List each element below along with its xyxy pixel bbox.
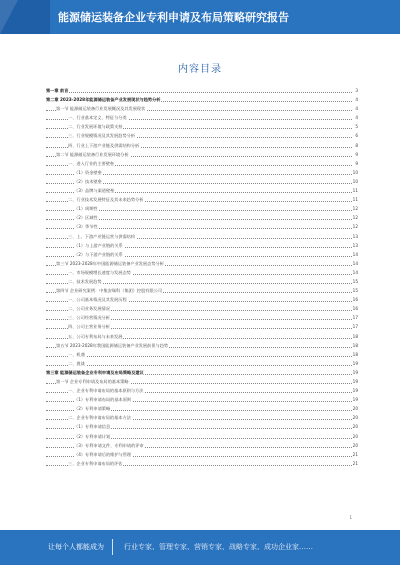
toc-entry-page: 13 [352,241,358,250]
toc-entry[interactable] [46,195,358,204]
toc-entry-page: 16 [352,295,358,304]
toc-entry-page: 9 [354,159,358,168]
toc-entry[interactable] [46,259,358,268]
toc-entry-text: （1）资金壁垒 [74,168,103,177]
toc-entry[interactable] [46,350,358,359]
toc-entry-text: 三、上、下游产业链运营与供需结构 [68,232,136,241]
toc-entry[interactable] [46,168,358,177]
toc-entry[interactable] [46,386,358,395]
table-of-contents [46,86,358,468]
toc-entry[interactable] [46,341,358,350]
toc-entry-page: 14 [352,250,358,259]
toc-entry-text: （2）专利申请策略 [74,404,111,413]
toc-entry-text: 一、企业专利申请布局的基本原则与方法 [68,386,144,395]
toc-leader-dots [46,365,352,366]
toc-entry-page: 19 [352,359,358,368]
toc-entry-text: （2）专利申请计划 [74,432,111,441]
toc-entry-text: 一、市场规模增长速度与发展态势 [68,268,132,277]
toc-entry-text: 三、公司经营情况分析 [68,313,111,322]
toc-entry-text: （4）专利申请后的维护与管理 [74,450,132,459]
toc-entry-page: 19 [352,368,358,377]
toc-entry-page: 21 [352,450,358,459]
toc-entry-page: 14 [352,259,358,268]
toc-entry[interactable] [46,459,358,468]
toc-entry-text: 第一节 能源储运装备行业发展概况及其发展现状 [56,104,146,113]
toc-entry[interactable] [46,95,358,104]
toc-entry-text: 第三节 2023-2028年中国能源储运装备产业发展态势分析 [56,259,165,268]
toc-entry-text: （2）与下游产业链的关系 [74,250,124,259]
toc-entry[interactable] [46,241,358,250]
toc-entry-text: （2）区域性 [74,213,99,222]
toc-entry-page: 20 [352,413,358,422]
toc-entry-page: 17 [352,313,358,322]
toc-entry-text: 二、行业发展环境与政策支持 [68,122,123,131]
header-bar [0,0,400,34]
footer-tagline: 行业专家、管理专家、营销专家、战略专家、成功企业家…… [124,543,313,551]
footer-slogan: 让每个人都能成为 [48,543,104,551]
toc-entry-page: 18 [352,350,358,359]
toc-entry-page: 20 [352,441,358,450]
toc-entry-text: （1）周期性 [74,204,99,213]
toc-entry[interactable] [46,213,358,222]
toc-entry-page: 10 [352,177,358,186]
toc-entry-page: 18 [352,341,358,350]
document-title: 能源储运装备企业专利申请及布局策略研究报告 [58,11,289,24]
toc-entry[interactable] [46,250,358,259]
toc-entry[interactable] [46,377,358,386]
toc-entry-page: 11 [352,186,358,195]
toc-title: 内容目录 [178,64,222,75]
toc-entry[interactable] [46,104,358,113]
toc-entry-text: （1）与上游产业链的关系 [74,241,124,250]
toc-entry[interactable] [46,150,358,159]
toc-entry-page: 5 [354,122,358,131]
toc-entry-text: 第二节 能源储运装备行业发展环境分析 [56,150,130,159]
toc-entry-text: 第一章 前言 [46,86,69,95]
toc-entry-text: 二、技术发展趋势 [68,277,103,286]
toc-entry-text: （1）专利申请布局的基本原则 [74,395,132,404]
toc-entry-page: 21 [352,459,358,468]
toc-entry[interactable] [46,222,358,231]
toc-entry-page: 15 [352,286,358,295]
toc-entry-text: 第三章 能源储运装备企业专利申请及布局策略及建议 [46,368,145,377]
toc-entry-page: 17 [352,322,358,331]
toc-entry-page: 18 [352,332,358,341]
header-decoration [0,0,18,34]
toc-entry-text: 三、行业规模情况及其发展趋势分析 [68,131,136,140]
toc-entry-text: 二、行业技术发展特征及其未来趋势分析 [68,195,144,204]
toc-entry[interactable] [46,232,358,241]
footer-separator [112,539,113,555]
toc-entry[interactable] [46,322,358,331]
toc-entry-page: 10 [352,168,358,177]
toc-leader-dots [46,92,352,93]
toc-entry-text: （1）专利申请信息 [74,422,111,431]
toc-entry-page: 15 [352,277,358,286]
toc-entry[interactable] [46,286,358,295]
toc-entry-text: 第四节 企业研究案例：中集安瑞科（集团）控股有限公司 [56,286,163,295]
toc-entry-page: 4 [354,95,358,104]
toc-entry[interactable] [46,277,358,286]
toc-entry[interactable] [46,177,358,186]
toc-entry[interactable] [46,450,358,459]
toc-entry-text: 一、行业基本定义、特征与分类 [68,113,128,122]
toc-entry[interactable] [46,368,358,377]
toc-entry-text: 五、公司专利布局与未来发展 [68,332,123,341]
toc-entry-text: （3）专利申请文件、专利申请的评审 [74,441,145,450]
toc-entry-text: 二、挑战 [68,359,86,368]
toc-entry-page: 3 [354,86,358,95]
toc-entry-text: 第二章 2023-2028年能源储运装备产业发展现状与趋势分析 [46,95,161,104]
toc-entry-text: （2）技术壁垒 [74,177,103,186]
toc-entry[interactable] [46,413,358,422]
toc-entry-page: 19 [352,395,358,404]
page-number: 1 [349,515,352,520]
toc-entry[interactable] [46,141,358,150]
toc-entry-text: 二、公司业务发展情况 [68,304,111,313]
footer-bar [0,530,400,565]
toc-entry-page: 12 [352,213,358,222]
toc-entry-page: 20 [352,422,358,431]
toc-entry-text: 第一节 企业专利申请及布局的基本策略 [56,377,130,386]
toc-entry[interactable] [46,86,358,95]
toc-entry-page: 20 [352,404,358,413]
toc-entry[interactable] [46,159,358,168]
toc-entry[interactable] [46,113,358,122]
toc-entry-text: （3）季节性 [74,222,99,231]
toc-entry-page: 14 [352,268,358,277]
toc-entry[interactable] [46,404,358,413]
toc-entry-page: 20 [352,432,358,441]
toc-entry[interactable] [46,186,358,195]
toc-entry-page: 12 [352,222,358,231]
toc-entry-text: 四、公司主营业务分析 [68,322,111,331]
toc-entry[interactable] [46,422,358,431]
toc-leader-dots [46,356,352,357]
toc-entry[interactable] [46,304,358,313]
toc-entry[interactable] [46,313,358,322]
toc-entry-page: 19 [352,386,358,395]
toc-entry[interactable] [46,395,358,404]
toc-entry-page: 16 [352,304,358,313]
toc-entry[interactable] [46,131,358,140]
toc-entry-page: 9 [354,150,358,159]
toc-entry[interactable] [46,295,358,304]
toc-entry-page: 19 [352,377,358,386]
toc-entry-page: 8 [354,141,358,150]
toc-entry-text: 二、企业专利申请布局的基本方法 [68,413,132,422]
toc-entry-text: （3）品牌与渠道壁垒 [74,186,115,195]
toc-entry[interactable] [46,332,358,341]
toc-entry[interactable] [46,441,358,450]
toc-entry-text: 三、企业专利申请布局的评估 [68,459,123,468]
toc-entry-text: 一、公司基本情况及其发展历程 [68,295,128,304]
toc-entry[interactable] [46,204,358,213]
toc-entry-page: 6 [354,131,358,140]
toc-entry-page: 12 [352,204,358,213]
toc-entry-text: 第五节 2023-2028年我国能源储运装备产业发展前景与趋势 [56,341,169,350]
toc-entry[interactable] [46,122,358,131]
toc-entry-text: 一、机遇 [68,350,86,359]
toc-entry[interactable] [46,432,358,441]
toc-entry-text: 四、行业上下游产业链及供需结构分析 [68,141,140,150]
toc-entry-text: 一、进入行业的主要壁垒 [68,159,115,168]
toc-entry-page: 4 [354,104,358,113]
toc-entry-page: 11 [352,195,358,204]
toc-entry-page: 13 [352,232,358,241]
toc-entry[interactable] [46,268,358,277]
toc-entry-page: 4 [354,113,358,122]
toc-entry[interactable] [46,359,358,368]
